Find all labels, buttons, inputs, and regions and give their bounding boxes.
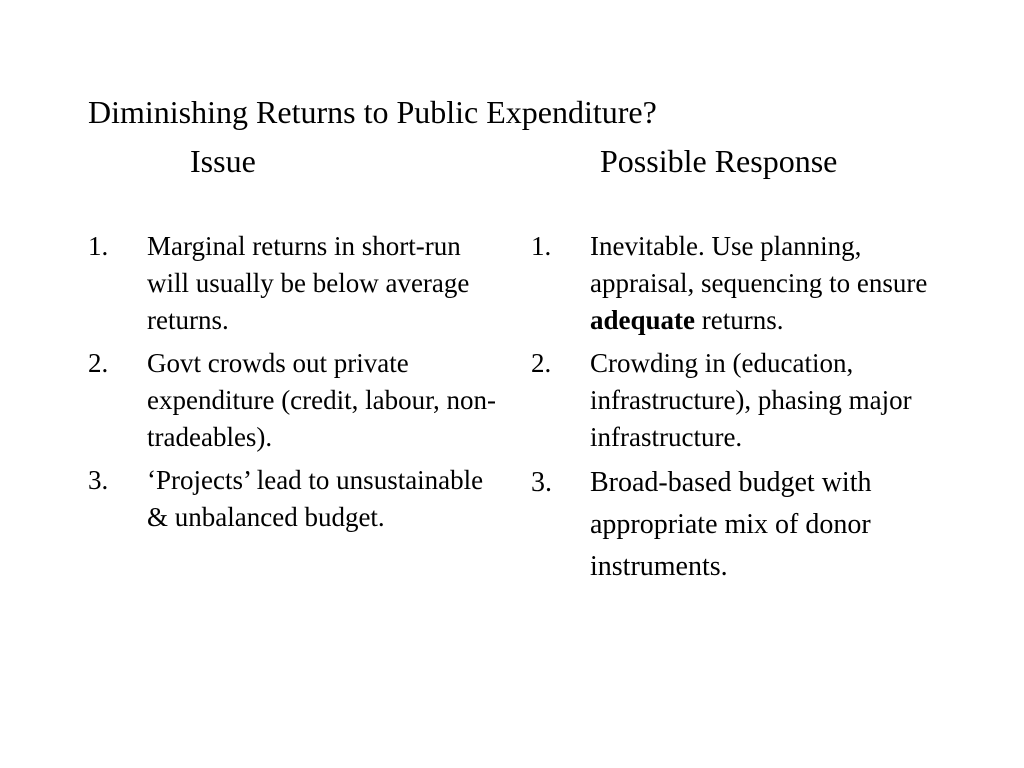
issue-number: 1. <box>88 231 109 261</box>
issue-number: 3. <box>88 465 109 495</box>
response-text-after: returns. <box>695 305 784 335</box>
issue-text: Marginal returns in short-run will usually be below average returns. <box>147 231 470 335</box>
response-item <box>531 228 951 339</box>
issue-column-heading: Issue <box>190 143 256 179</box>
issue-number: 2. <box>88 348 109 378</box>
issues-list <box>88 228 508 542</box>
response-text: Crowding in (education, infrastructure), phasing major infrastructure. <box>590 348 912 452</box>
responses-list <box>531 228 951 594</box>
slide-title: Diminishing Returns to Public Expenditure? <box>88 94 657 130</box>
response-item <box>531 345 951 456</box>
issue-item <box>88 345 508 456</box>
response-number: 3. <box>531 467 552 498</box>
response-column-heading: Possible Response <box>600 143 838 179</box>
issue-text: ‘Projects’ lead to unsustainable & unbalanced budget. <box>147 465 484 532</box>
response-text-before: Inevitable. Use planning, appraisal, sequencing to ensure <box>590 231 928 298</box>
response-item <box>531 462 951 588</box>
response-text-bold: adequate <box>590 305 696 335</box>
response-text <box>590 228 951 339</box>
response-number: 1. <box>531 231 552 261</box>
response-text: Broad-based budget with appropriate mix of donor instruments. <box>590 467 872 582</box>
issue-item <box>88 462 508 536</box>
response-number: 2. <box>531 348 552 378</box>
issue-item <box>88 228 508 339</box>
issue-text: Govt crowds out private expenditure (credit, labour, non-tradeables). <box>147 348 497 452</box>
